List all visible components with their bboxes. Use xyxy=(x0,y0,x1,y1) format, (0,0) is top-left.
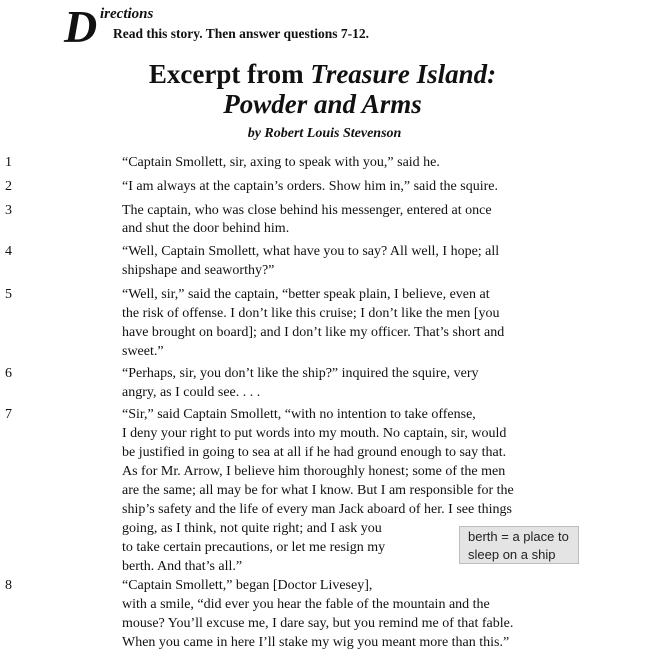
story-title-line2: Powder and Arms xyxy=(223,89,422,119)
paragraph-number: 8 xyxy=(5,578,12,593)
directions-dropcap: D xyxy=(64,1,98,52)
paragraph-line: be justified in going to sea at all if he had ground enough to say that. xyxy=(122,445,507,460)
paragraph-number: 7 xyxy=(5,407,12,422)
vocabulary-note-line: berth = a place to xyxy=(468,529,569,544)
paragraph-line: and shut the door behind him. xyxy=(122,221,290,236)
vocabulary-note xyxy=(459,526,579,564)
directions-instruction: Read this story. Then answer questions 7-12. xyxy=(113,26,370,41)
paragraph-line: with a smile, “did ever you hear the fable of the mountain and the xyxy=(122,597,490,612)
paragraph-number: 6 xyxy=(5,366,12,381)
paragraph-line: angry, as I could see. . . . xyxy=(122,385,261,400)
directions-heading: irections xyxy=(100,6,154,22)
paragraph-line: The captain, who was close behind his messenger, entered at once xyxy=(122,203,492,218)
story-title-line1 xyxy=(0,58,647,90)
paragraph-line: “Well, Captain Smollett, what have you to say? All well, I hope; all xyxy=(122,244,500,259)
paragraph-line: “Captain Smollett,” began [Doctor Livesey], xyxy=(122,578,373,593)
paragraph-line: I deny your right to put words into my mouth. No captain, sir, would xyxy=(122,426,507,441)
paragraph-line: going, as I think, not quite right; and I ask you xyxy=(122,521,382,536)
byline: by Robert Louis Stevenson xyxy=(247,126,402,141)
paragraph-number: 5 xyxy=(5,287,12,302)
paragraph-line: shipshape and seaworthy?” xyxy=(122,263,275,278)
paragraph-number: 1 xyxy=(5,155,12,170)
paragraph-line: sweet.” xyxy=(122,344,164,359)
paragraph-line: berth. And that’s all.” xyxy=(122,559,243,574)
paragraph-line: As for Mr. Arrow, I believe him thoroughly honest; some of the men xyxy=(122,464,506,479)
paragraph-number: 4 xyxy=(5,244,12,259)
paragraph-line: “I am always at the captain’s orders. Show him in,” said the squire. xyxy=(122,179,498,194)
paragraph-line: the risk of offense. I don’t like this cruise; I don’t like the men [you xyxy=(122,306,500,321)
title-plain: Excerpt from xyxy=(148,59,311,89)
paragraph-line: mouse? You’ll excuse me, I dare say, but you remind me of that fable. xyxy=(122,616,514,631)
paragraph-line: “Captain Smollett, sir, axing to speak with you,” said he. xyxy=(122,155,440,170)
paragraph-line: to take certain precautions, or let me resign my xyxy=(122,540,386,555)
paragraph-number: 3 xyxy=(5,203,12,218)
vocabulary-note-line: sleep on a ship xyxy=(468,547,556,562)
paragraph-line: have brought on board]; and I don’t like my officer. That’s short and xyxy=(122,325,505,340)
paragraph-line: When you came in here I’ll stake my wig you meant more than this.” xyxy=(122,635,510,650)
paragraph-line: are the same; all may be for what I know. But I am responsible for the xyxy=(122,483,514,498)
paragraph-number: 2 xyxy=(5,179,12,194)
paragraph-line: “Perhaps, sir, you don’t like the ship?” inquired the squire, very xyxy=(122,366,479,381)
paragraph-line: ship’s safety and the life of every man Jack aboard of her. I see things xyxy=(122,502,512,517)
paragraph-line: “Sir,” said Captain Smollett, “with no intention to take offense, xyxy=(122,407,476,422)
paragraph-line: “Well, sir,” said the captain, “better speak plain, I believe, even at xyxy=(122,287,490,302)
title-italic: Treasure Island: xyxy=(310,59,497,89)
